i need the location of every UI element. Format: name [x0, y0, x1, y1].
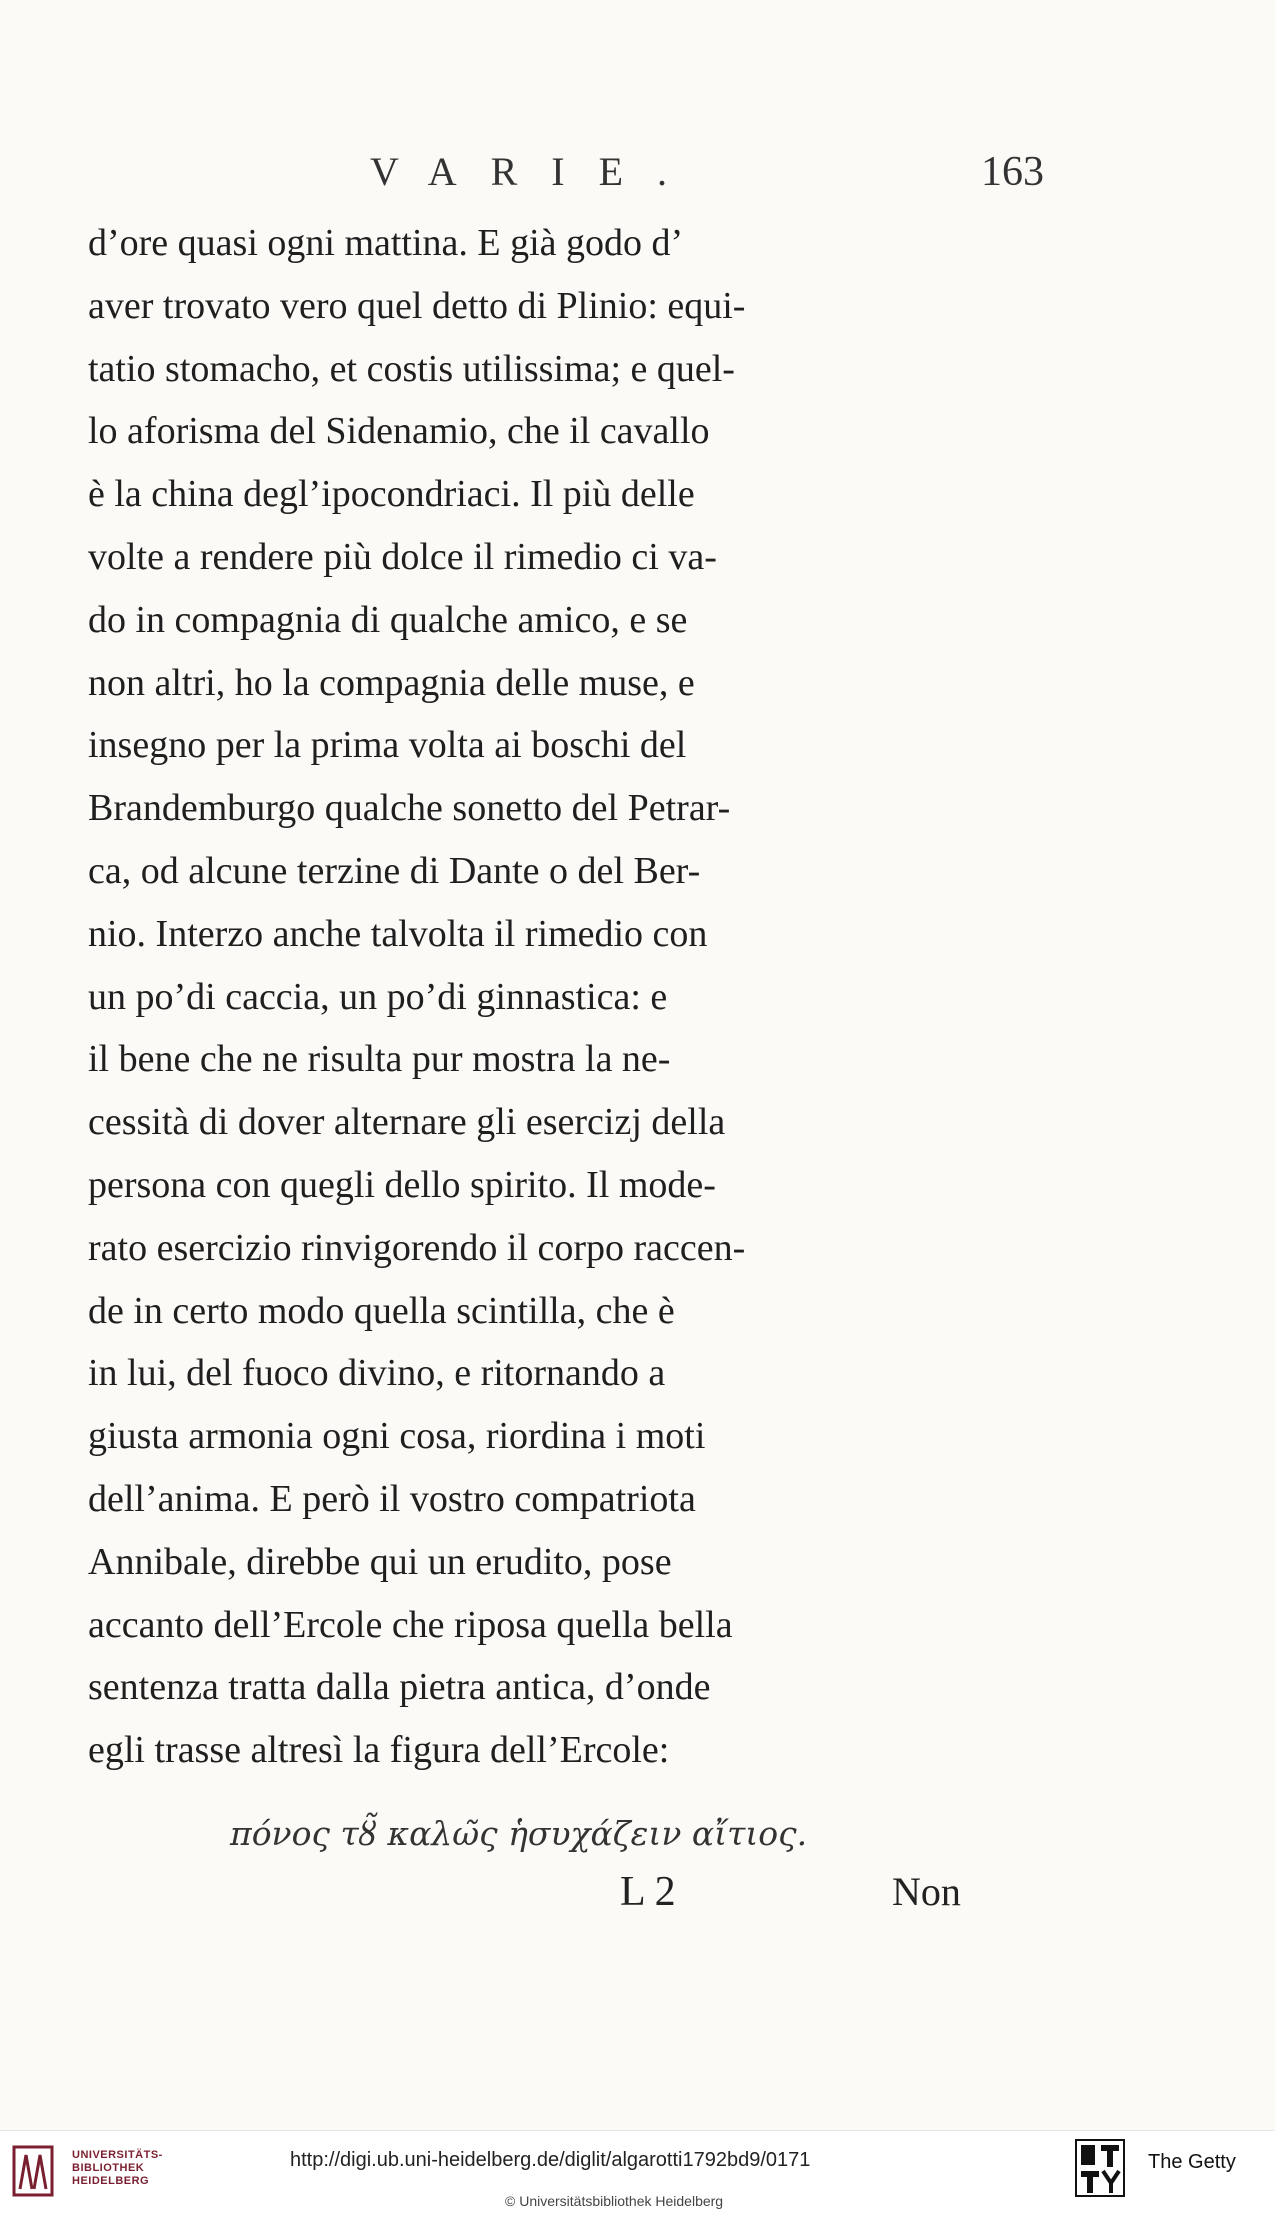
text-line: sentenza tratta dalla pietra antica, d’onde: [88, 1666, 711, 1709]
greek-quotation: πόνος τȣ̃ καλω̃ς ἡσυχάζειν αἴτιος.: [230, 1814, 808, 1853]
text-line: nio. Interzo anche talvolta il rimedio con: [88, 912, 708, 955]
partner-name: The Getty: [1148, 2151, 1236, 2173]
text-line: un po’di caccia, un po’di ginnastica: e: [88, 975, 668, 1018]
page-number: 163: [981, 149, 1044, 195]
text-line: do in compagnia di qualche amico, e se: [88, 598, 688, 641]
text-line: accanto dell’Ercole che riposa quella bella: [88, 1603, 733, 1646]
text-line: cessità di dover alternare gli esercizj della: [88, 1101, 726, 1144]
body-text: [88, 212, 1044, 1782]
text-line: Annibale, direbbe qui un erudito, pose: [88, 1540, 672, 1583]
text-line: dell’anima. E però il vostro compatriota: [88, 1477, 696, 1520]
library-name: UNIVERSITÄTS- BIBLIOTHEK HEIDELBERG: [72, 2149, 163, 2187]
text-line: insegno per la prima volta ai boschi del: [88, 724, 687, 767]
text-line: volte a rendere più dolce il rimedio ci va-: [88, 535, 717, 578]
text-line: persona con quegli dello spirito. Il mode-: [88, 1163, 716, 1206]
text-line: d’ore quasi ogni mattina. E già godo d’: [88, 222, 684, 264]
signature-mark: L 2: [620, 1869, 676, 1915]
page-header: [370, 148, 1060, 208]
text-line: de in certo modo quella scintilla, che è: [88, 1289, 675, 1332]
university-logo-icon: [12, 2145, 54, 2197]
text-line: egli trasse altresì la figura dell’Ercole:: [88, 1729, 670, 1772]
getty-logo-icon: [1075, 2139, 1125, 2197]
running-title: VARIE.: [370, 149, 702, 194]
text-line: non altri, ho la compagnia delle muse, e: [88, 661, 695, 704]
catchword: Non: [892, 1869, 961, 1914]
text-line: ca, od alcune terzine di Dante o del Ber-: [88, 849, 701, 892]
text-line: il bene che ne risulta pur mostra la ne-: [88, 1038, 671, 1081]
text-line: lo aforisma del Sidenamio, che il cavallo: [88, 410, 710, 453]
viewer-footer: [0, 2130, 1275, 2225]
permalink-url[interactable]: http://digi.ub.uni-heidelberg.de/diglit/algarotti1792bd9/0171: [290, 2149, 811, 2171]
text-line: in lui, del fuoco divino, e ritornando a: [88, 1352, 666, 1395]
text-line: rato esercizio rinvigorendo il corpo raccen-: [88, 1226, 746, 1269]
text-line: Brandemburgo qualche sonetto del Petrar-: [88, 787, 731, 830]
text-line: tatio stomacho, et costis utilissima; e quel-: [88, 347, 735, 390]
text-line: aver trovato vero quel detto di Plinio: equi-: [88, 284, 746, 327]
copyright-notice: © Universitätsbibliothek Heidelberg: [505, 2193, 724, 2209]
text-line: giusta armonia ogni cosa, riordina i moti: [88, 1415, 706, 1458]
text-line: è la china degl’ipocondriaci. Il più delle: [88, 473, 695, 516]
